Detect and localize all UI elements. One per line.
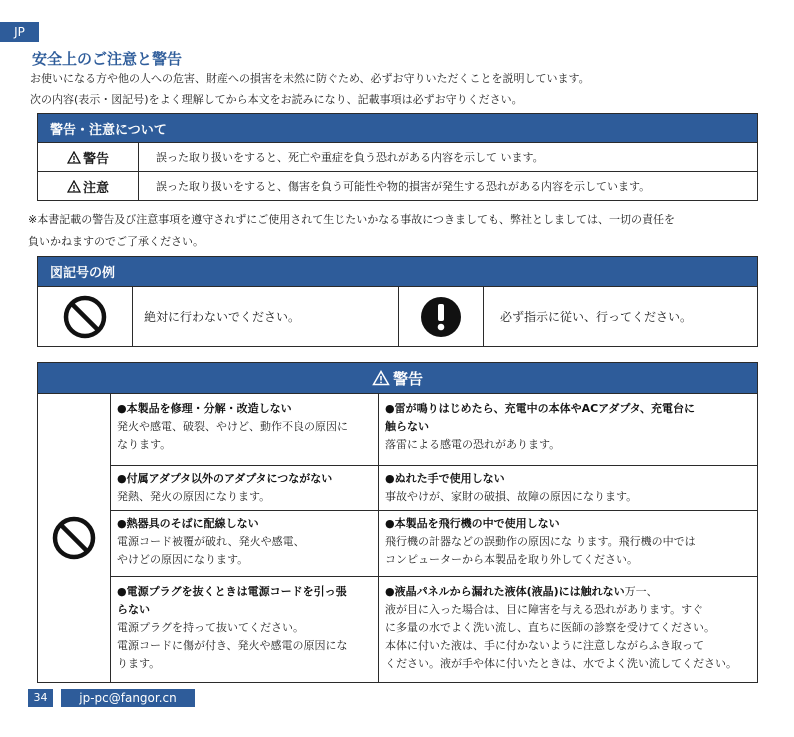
definition-row-caution <box>38 171 757 200</box>
warning-item-detail: ください。液が手や体に付いたときは、水でよく洗い流してください。 <box>385 657 737 670</box>
contact-email: jp-pc@fangor.cn <box>61 689 195 707</box>
warning-item-title: ●電源プラグを抜くときは電源コードを引っ張 <box>117 585 347 598</box>
definition-text-caution: 誤った取り扱いをすると、傷害を負う可能性や物的損害が発生する恐れがある内容を示しています。 <box>156 180 651 193</box>
prohibition-icon <box>62 294 108 340</box>
symbols-heading: 図記号の例 <box>38 257 757 286</box>
warning-item-adapter <box>111 466 377 506</box>
mandatory-text: 必ず指示に従い、行ってください。 <box>500 310 693 324</box>
intro-line-2: 次の内容(表示・図記号)をよく理解してから本文をお読みになり、記載事項は必ずお守りください。 <box>30 93 523 106</box>
disclaimer-line-2: 負いかねますのでご了承ください。 <box>28 235 204 248</box>
warning-item-title: ●ぬれた手で使用しない <box>385 472 505 485</box>
warning-item-wet-hands <box>379 466 757 506</box>
definitions-heading: 警告・注意について <box>38 114 757 142</box>
warning-item-detail: なります。 <box>117 438 172 451</box>
warning-triangle-icon <box>67 180 81 193</box>
disclaimer-line-1: ※本書記載の警告及び注意事項を遵守されずにご使用されて生じたいかなる事故につきましても、弊社としましては、一切の責任を <box>28 213 675 226</box>
warning-table <box>37 362 758 683</box>
warning-item-title: らない <box>117 603 150 616</box>
warning-triangle-icon <box>372 370 390 386</box>
warning-item-detail: 電源コードに傷が付き、発火や感電の原因にな <box>117 639 348 652</box>
warning-item-heater <box>111 511 377 569</box>
warning-item-lightning <box>379 396 757 454</box>
warning-item-detail: 発熱、発火の原因になります。 <box>117 490 271 503</box>
warning-item-power-plug <box>111 579 377 673</box>
warning-heading-text: 警告 <box>392 369 423 388</box>
warning-item-detail: やけどの原因になります。 <box>117 553 249 566</box>
definition-text-warning: 誤った取り扱いをすると、死亡や重症を負う恐れがある内容を示して います。 <box>156 151 544 164</box>
definition-label-caution: 注意 <box>82 180 109 196</box>
warning-triangle-icon <box>67 151 81 164</box>
warning-item-no-repair <box>111 396 377 454</box>
warning-item-lcd-liquid <box>379 579 757 673</box>
language-tab: JP <box>0 22 39 42</box>
warning-item-detail: 本体に付いた液は、手に付かないように注意しながらふき取って <box>385 639 704 652</box>
warning-item-detail: 事故やけが、家財の破損、故障の原因になります。 <box>385 490 638 503</box>
warning-item-detail: 飛行機の計器などの誤動作の原因にな ります。飛行機の中では <box>385 535 696 548</box>
page-number: 34 <box>28 689 53 707</box>
warning-item-detail: 発火や感電、破裂、やけど、動作不良の原因に <box>117 420 348 433</box>
warning-item-title: ●雷が鳴りはじめたら、充電中の本体やACアダプタ、充電台に <box>385 402 695 415</box>
warning-caution-definitions <box>37 113 758 201</box>
mandatory-icon <box>419 295 463 339</box>
warning-item-detail: コンピューターから本製品を取り外してください。 <box>385 553 638 566</box>
prohibition-text: 絶対に行わないでください。 <box>144 310 301 324</box>
warning-item-title-suffix: 万一、 <box>624 585 658 598</box>
definition-row-warning <box>38 142 757 171</box>
warning-item-airplane <box>379 511 757 569</box>
warning-item-title: ●本製品を修理・分解・改造しない <box>117 402 292 415</box>
intro-line-1: お使いになる方や他の人への危害、財産への損害を未然に防ぐため、必ずお守りいただくことを説明しています。 <box>30 72 590 85</box>
warning-item-detail: ります。 <box>117 657 161 670</box>
warning-item-title: 触らない <box>385 420 429 433</box>
warning-item-detail: に多量の水でよく洗い流し、直ちに医師の診察を受けてください。 <box>385 621 715 634</box>
warning-item-title: ●液晶パネルから漏れた液体(液晶)には触れない <box>385 585 625 598</box>
warning-item-title: ●本製品を飛行機の中で使用しない <box>385 517 560 530</box>
prohibition-icon <box>51 515 97 561</box>
definition-label-warning: 警告 <box>82 151 109 167</box>
warning-item-detail: 落雷による感電の恐れがあります。 <box>385 438 561 451</box>
warning-item-detail: 液が目に入った場合は、目に障害を与える恐れがあります。すぐ <box>385 603 704 616</box>
symbol-examples <box>37 256 758 347</box>
warning-item-detail: 電源プラグを持って抜いてください。 <box>117 621 304 634</box>
warning-item-title: ●熱器具のそばに配線しない <box>117 517 259 530</box>
warning-item-detail: 電源コード被覆が破れ、発火や感電、 <box>117 535 305 548</box>
warning-item-title: ●付属アダプタ以外のアダプタにつながない <box>117 472 333 485</box>
page-title: 安全上のご注意と警告 <box>32 50 183 68</box>
warning-table-heading <box>38 363 757 393</box>
